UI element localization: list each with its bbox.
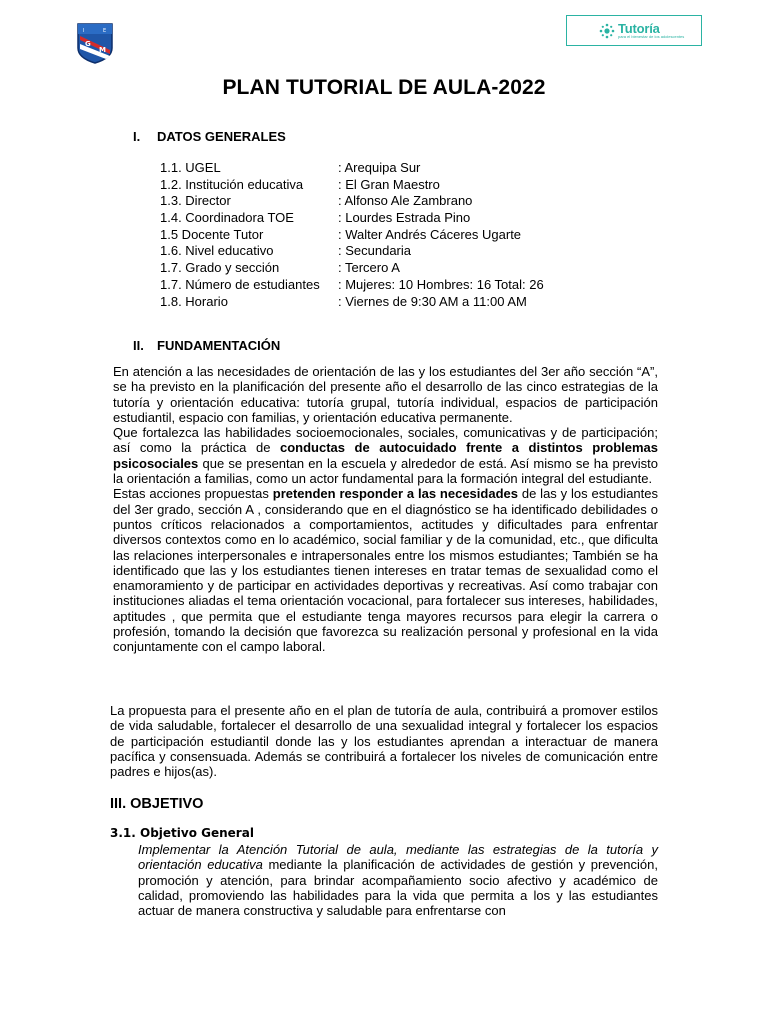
data-row [160,177,544,194]
section-title: DATOS GENERALES [157,129,286,144]
data-label: 1.5 Docente Tutor [160,226,264,242]
italic-text: Implementar la Atención Tutorial de aula, mediante las estrategias de la tutoría y orientación educativa [138,842,658,873]
text-run: de las y los estudiantes del 3er grado, sección A , considerando que en el diagnóstico se ha identificado debilidades o puntos críticos relacionados a comportamientos, actitudes y dificultades para enfrentar diversos contextos como en lo académico, social familiar y de la comunidad, etc., que dificulta las relaciones interpersonales e intrapersonales entre los mismos estudiantes; También se ha identificado que las y los estudiantes tienen intereses en tratar temas de sexualidad como el enamoramiento y de participar en actividades deportivas y recreativas. Así como trabajar con instituciones aliadas el tema orientación vocacional, para fortalecer sus intereses, habilidades, aptitudes , que permita que el estudiante tenga mayores recursos para elegir la carrera o profesión, tomando la decisión que favorezca su realización personal y profesional en la vida conjuntamente con el campo laboral. [113,486,659,655]
data-row [160,193,544,210]
data-label: 1.6. Nivel educativo [160,243,274,259]
logo-letter-e: E [103,28,107,34]
general-data-list [160,160,544,310]
data-value: : Mujeres: 10 Hombres: 16 Total: 26 [338,276,544,292]
text-run: que se presentan en la escuela y alrededor de está. Así mismo se ha previsto la orientación a familias, como un actor fundamental para la formación integral del estudiante. [113,455,658,487]
data-value: : Viernes de 9:30 AM a 11:00 AM [338,293,527,309]
data-row [160,294,544,311]
data-value: : Tercero A [338,260,400,276]
data-row [160,260,544,277]
tutoria-logo [566,15,702,46]
objetivo-general-text [138,842,658,918]
data-label: 1.8. Horario [160,293,228,309]
logo-letter-i: I [83,28,85,34]
tutoria-logo-title: Tutoría [618,21,660,36]
paragraph: En atención a las necesidades de orientación de las y los estudiantes del 3er año sección “A”, se ha previsto en la planificación del presente año el desarrollo de las cinco estrategias de la tutoría y orientación educativa: tutoría grupal, tutoría individual, espacios de participación estudiantil, espacio con familias, y orientación educativa permanente. [113,364,658,425]
data-row [160,243,544,260]
logo-letter-m: M [99,46,106,54]
data-value: : El Gran Maestro [338,176,440,192]
school-logo [72,22,118,64]
data-label: 1.7. Grado y sección [160,260,280,276]
paragraph [113,425,658,486]
paragraph [138,842,658,918]
data-row [160,210,544,227]
section-heading-objetivo: III. OBJETIVO [110,796,204,812]
data-value: : Arequipa Sur [338,160,421,175]
propuesta-text [110,703,658,779]
logo-letter-g: G [85,40,91,48]
text-run: Que fortalezca las habilidades socioemocionales, sociales, comunicativas y de participación; así como la práctica de [113,425,658,456]
section-number: II. [133,338,144,353]
paragraph [113,486,658,654]
sun-icon [599,23,615,39]
text-run: Estas acciones propuestas [113,486,273,502]
data-value: : Alfonso Ale Zambrano [338,193,473,209]
section-title: FUNDAMENTACIÓN [157,338,281,353]
data-value: : Lourdes Estrada Pino [338,210,471,226]
data-label: 1.1. UGEL [160,160,221,175]
section-heading-fundamentacion [133,338,280,353]
data-label: 1.4. Coordinadora TOE [160,210,294,226]
subsection-heading: 3.1. Objetivo General [110,826,254,840]
document-title: PLAN TUTORIAL DE AULA-2022 [222,76,546,99]
section-number: I. [133,129,141,144]
tutoria-logo-subtitle: para el bienestar de los adolescentes [618,34,685,39]
bold-text: pretenden responder a las necesidades [272,486,518,502]
data-row [160,277,544,294]
data-value: : Walter Andrés Cáceres Ugarte [338,226,522,242]
paragraph: La propuesta para el presente año en el plan de tutoría de aula, contribuirá a promover estilos de vida saludable, fortalecer el desarrollo de una sexualidad integral y fortalecer los espacios de participación estudiantil donde las y los estudiantes aprendan a interactuar de manera pacífica y consensuada. Además se contribuirá a fortalecer los niveles de comunicación entre padres e hijos(as). [110,703,658,780]
data-label: 1.3. Director [160,193,231,209]
data-row [160,227,544,244]
data-label: 1.2. Institución educativa [160,176,304,192]
fundamentacion-text [113,364,658,655]
data-row [160,160,544,177]
data-value: : Secundaria [338,243,411,259]
section-heading-datos [133,129,286,144]
text-run: mediante la planificación de actividades de gestión y prevención, promoción y atención, para brindar acompañamiento socio afectivo y académico de calidad, promoviendo las habilidades para la vida que permita a los y las estudiantes actuar de manera constructiva y saludable para enfrentarse con [138,857,658,919]
data-label: 1.7. Número de estudiantes [160,276,320,292]
bold-text: conductas de autocuidado frente a distintos problemas psicosociales [113,440,658,471]
